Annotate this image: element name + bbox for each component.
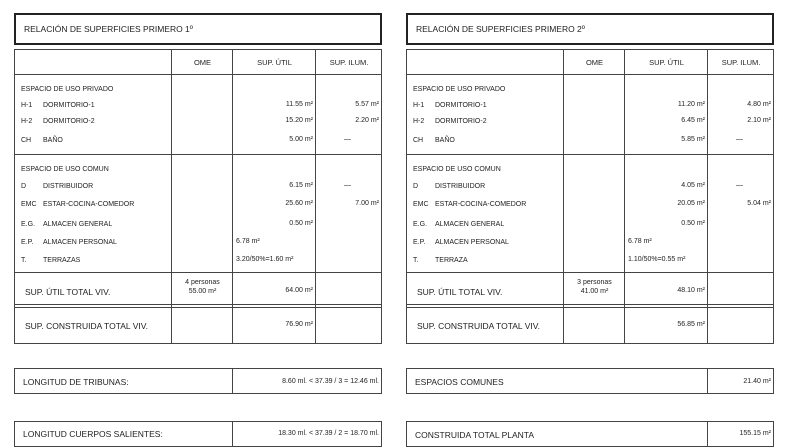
left-ep-util: 6.78 m² (236, 238, 260, 245)
right-d-util: 4.05 m² (681, 182, 705, 189)
right-row-d: D DISTRIBUIDOR (413, 183, 486, 190)
left-d-ilum: — (344, 182, 351, 189)
left-tribunas-label: LONGITUD DE TRIBUNAS: (23, 377, 129, 387)
left-col-util (233, 50, 316, 343)
left-row-d: D DISTRIBUIDOR (21, 183, 94, 190)
left-row-h2: H-2 DORMITORIO-2 (21, 118, 95, 125)
right-col-ome (564, 50, 625, 343)
right-eg-util: 0.50 m² (681, 220, 705, 227)
left-built-value: 76.90 m² (285, 321, 313, 328)
right-ep-util: 6.78 m² (628, 238, 652, 245)
right-header-ome: OME (585, 57, 604, 67)
right-total-persons: 3 personas 41.00 m² (577, 279, 612, 295)
right-h1-util: 11.20 m² (677, 101, 705, 108)
right-h1-ilum: 4.80 m² (747, 101, 771, 108)
right-built-label: SUP. CONSTRUIDA TOTAL VIV. (417, 321, 540, 331)
right-title-text: RELACIÓN DE SUPERFICIES PRIMERO 2º (416, 24, 585, 34)
left-tribunas-value: 8.60 ml. < 37.39 / 3 = 12.46 ml. (282, 378, 379, 385)
left-header-util: SUP. ÚTIL (257, 57, 292, 67)
right-d-ilum: — (736, 182, 743, 189)
right-row-emc: EMC ESTAR-COCINA-COMEDOR (413, 201, 527, 208)
left-table-title (14, 13, 382, 45)
left-cuerpos-value: 18.30 ml. < 37.39 / 2 = 18.70 ml. (278, 430, 379, 437)
right-built-value: 56.85 m² (677, 321, 705, 328)
left-total-label: SUP. ÚTIL TOTAL VIV. (25, 287, 111, 297)
left-surface-table (14, 49, 382, 344)
right-row-ch: CH BAÑO (413, 137, 455, 144)
left-total-util: 64.00 m² (285, 287, 313, 294)
right-row-eg: E.G. ALMACEN GENERAL (413, 221, 505, 228)
left-row-h1: H-1 DORMITORIO-1 (21, 102, 95, 109)
right-h2-ilum: 2.10 m² (747, 117, 771, 124)
left-built-label: SUP. CONSTRUIDA TOTAL VIV. (25, 321, 148, 331)
left-header-ilum: SUP. ILUM. (329, 57, 369, 67)
right-ch-util: 5.85 m² (681, 136, 705, 143)
right-total-util: 48.10 m² (677, 287, 705, 294)
left-row-ch: CH BAÑO (21, 137, 63, 144)
right-row-h1: H-1 DORMITORIO-1 (413, 102, 487, 109)
left-h2-util: 15.20 m² (285, 117, 313, 124)
right-row-t: T. TERRAZA (413, 257, 468, 264)
right-table-title (406, 13, 774, 45)
left-header-ome: OME (193, 57, 212, 67)
left-eg-util: 0.50 m² (289, 220, 313, 227)
right-ch-ilum: — (736, 136, 743, 143)
right-h2-util: 6.45 m² (681, 117, 705, 124)
left-h1-util: 11.55 m² (285, 101, 313, 108)
right-col-util (625, 50, 708, 343)
right-header-util: SUP. ÚTIL (649, 57, 684, 67)
right-espacios-value: 21.40 m² (743, 378, 771, 385)
right-construida-value: 155.15 m² (739, 430, 771, 437)
right-construida-label: CONSTRUIDA TOTAL PLANTA (415, 430, 535, 440)
left-tribunas-box (14, 368, 382, 394)
left-emc-ilum: 7.00 m² (355, 200, 379, 207)
left-cuerpos-label: LONGITUD CUERPOS SALIENTES: (23, 429, 163, 439)
right-common-heading: ESPACIO DE USO COMUN (413, 166, 501, 173)
left-col-ome (172, 50, 233, 343)
left-h2-ilum: 2.20 m² (355, 117, 379, 124)
right-emc-util: 20.05 m² (677, 200, 705, 207)
left-h1-ilum: 5.57 m² (355, 101, 379, 108)
left-row-eg: E.G. ALMACEN GENERAL (21, 221, 113, 228)
right-row-h2: H-2 DORMITORIO-2 (413, 118, 487, 125)
right-private-heading: ESPACIO DE USO PRIVADO (413, 86, 506, 93)
left-ch-ilum: — (344, 136, 351, 143)
left-row-t: T. TERRAZAS (21, 257, 81, 264)
left-title-text: RELACIÓN DE SUPERFICIES PRIMERO 1º (24, 24, 193, 34)
left-row-emc: EMC ESTAR-COCINA-COMEDOR (21, 201, 135, 208)
right-construida-box (406, 421, 774, 447)
left-t-util: 3.20/50%=1.60 m² (236, 256, 294, 263)
right-t-util: 1.10/50%=0.55 m² (628, 256, 686, 263)
right-emc-ilum: 5.04 m² (747, 200, 771, 207)
left-total-persons: 4 personas 55.00 m² (185, 279, 220, 295)
right-espacios-comunes-box (406, 368, 774, 394)
right-row-ep: E.P. ALMACEN PERSONAL (413, 239, 509, 246)
left-d-util: 6.15 m² (289, 182, 313, 189)
right-espacios-label: ESPACIOS COMUNES (415, 377, 504, 387)
left-ch-util: 5.00 m² (289, 136, 313, 143)
right-surface-table (406, 49, 774, 344)
right-header-ilum: SUP. ILUM. (721, 57, 761, 67)
left-row-ep: E.P. ALMACEN PERSONAL (21, 239, 117, 246)
left-emc-util: 25.60 m² (285, 200, 313, 207)
right-total-label: SUP. ÚTIL TOTAL VIV. (417, 287, 503, 297)
left-common-heading: ESPACIO DE USO COMUN (21, 166, 109, 173)
left-cuerpos-box (14, 421, 382, 447)
left-private-heading: ESPACIO DE USO PRIVADO (21, 86, 114, 93)
